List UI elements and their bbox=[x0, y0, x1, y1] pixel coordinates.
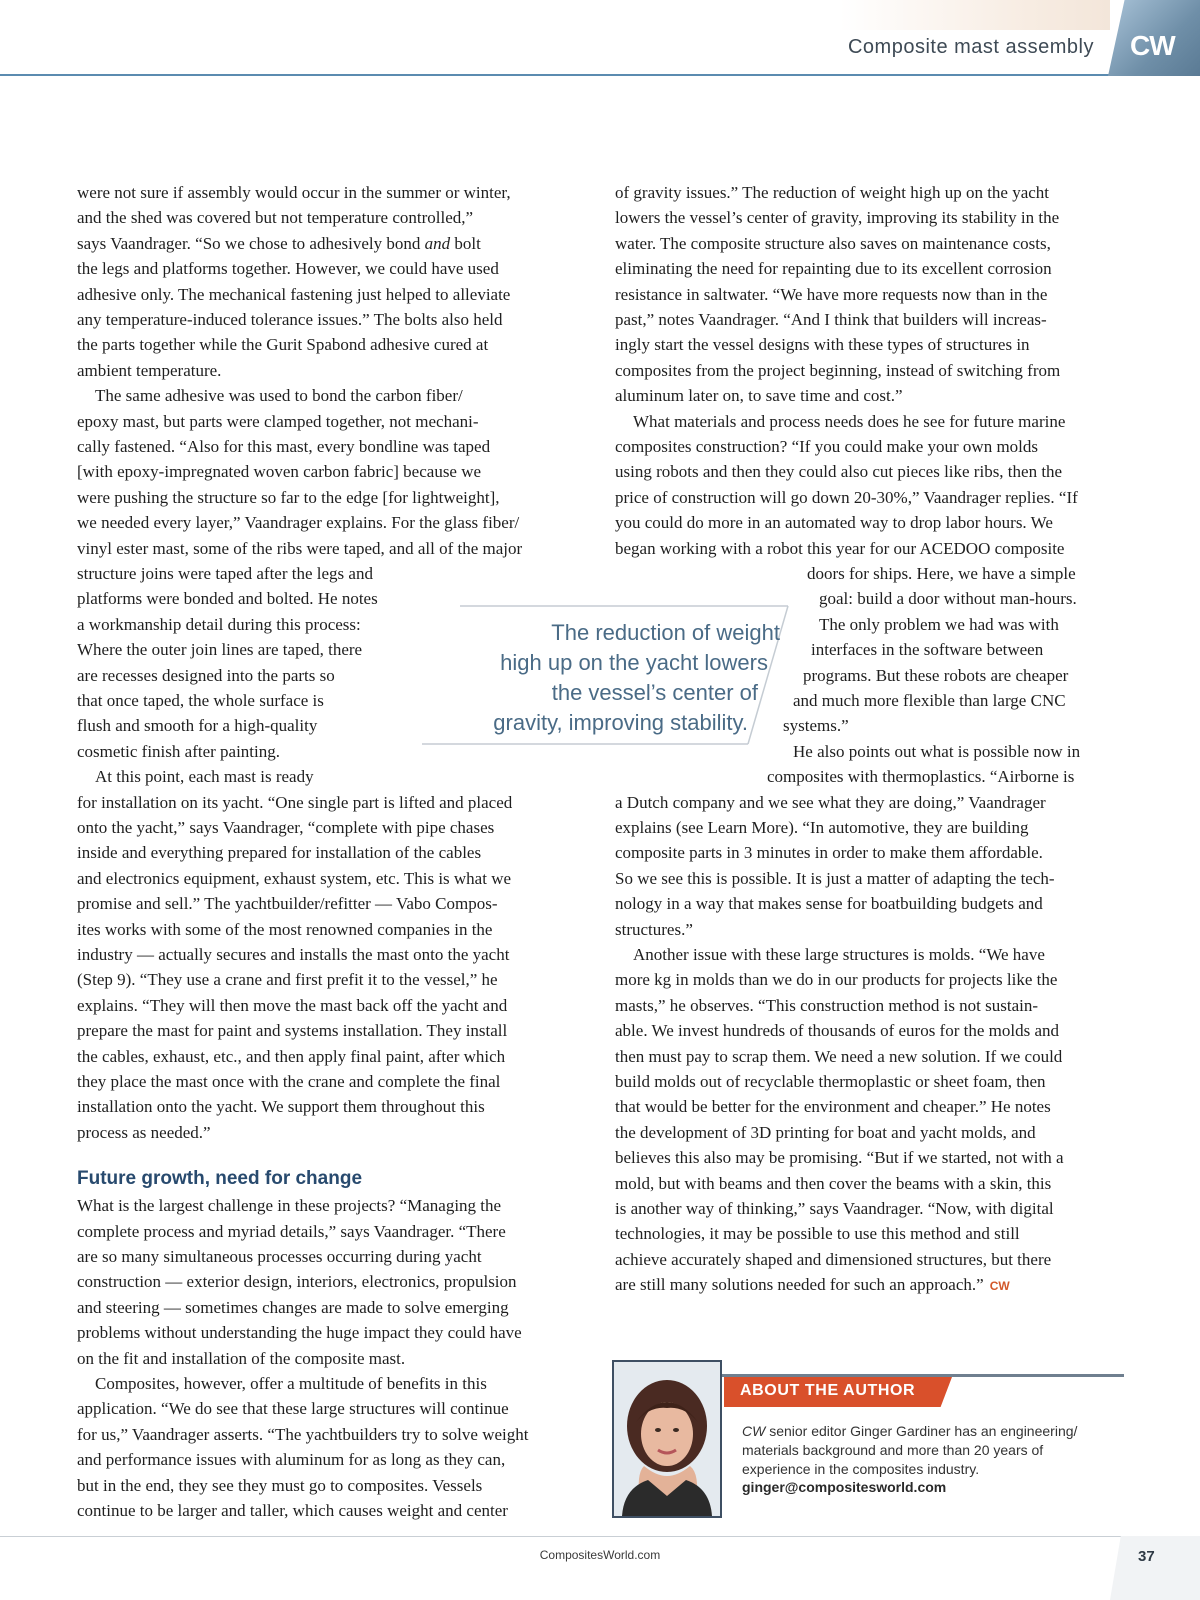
text-line: industry — actually secures and installs the mast onto the yacht bbox=[77, 945, 510, 964]
text-line: programs. But these robots are cheaper bbox=[803, 665, 1069, 685]
text-line: What materials and process needs does he see for future marine bbox=[633, 411, 1066, 431]
text-line: vinyl ester mast, some of the ribs were taped, and all of the major bbox=[77, 538, 523, 558]
pull-quote-line: The reduction of weight bbox=[551, 620, 780, 645]
text-line: began working with a robot this year for our ACEDOO composite bbox=[615, 538, 1065, 558]
text-line: interfaces in the software between bbox=[811, 640, 1044, 660]
text-line: cosmetic finish after painting. bbox=[77, 741, 280, 761]
text-line: for installation on its yacht. “One single part is lifted and placed bbox=[77, 792, 513, 812]
cw-logo: CW bbox=[1130, 30, 1175, 61]
text-line: prepare the mast for paint and systems installation. They install bbox=[77, 1021, 508, 1041]
text-line: we needed every layer,” Vaandrager explains. For the glass fiber/ bbox=[77, 513, 520, 533]
text-line: a Dutch company and we see what they are doing,” Vaandrager bbox=[615, 792, 1046, 812]
text-line: and electronics equipment, exhaust system, etc. This is what we bbox=[77, 868, 512, 888]
text-line: and much more flexible than large CNC bbox=[793, 691, 1066, 710]
text-line: and performance issues with aluminum for as long as they can, bbox=[77, 1450, 506, 1470]
text-line: that would be better for the environment and cheaper.” He notes bbox=[615, 1097, 1051, 1117]
text-line: [with epoxy-impregnated woven carbon fabric] because we bbox=[77, 462, 482, 482]
text-line: The only problem we had was with bbox=[819, 614, 1059, 634]
text-line: composites with thermoplastics. “Airborne is bbox=[767, 767, 1075, 787]
text-line: ingly start the vessel designs with these types of structures in bbox=[615, 335, 1030, 355]
text-line: onto the yacht,” says Vaandrager, “complete with pipe chases bbox=[77, 818, 495, 837]
text-line: At this point, each mast is ready bbox=[95, 767, 314, 787]
text-line: ites works with some of the most renowned companies in the bbox=[77, 919, 493, 939]
about-the-author bbox=[612, 1360, 1124, 1520]
text-line: and steering — sometimes changes are made to solve emerging bbox=[77, 1297, 509, 1317]
cw-end-mark-icon: CW bbox=[989, 1279, 1010, 1294]
text-line bbox=[77, 231, 481, 256]
text-line: are so many simultaneous processes occurring during yacht bbox=[77, 1247, 482, 1266]
text-run: are still many solutions needed for such an approach.” bbox=[615, 1275, 984, 1295]
section-title: Composite mast assembly bbox=[847, 36, 1094, 58]
text-line: you could do more in an automated way to drop labor hours. We bbox=[615, 513, 1053, 533]
text-line bbox=[615, 1272, 1010, 1299]
text-line: the development of 3D printing for boat and yacht molds, and bbox=[615, 1122, 1036, 1142]
text-line: explains (see Learn More). “In automotive, they are building bbox=[615, 818, 1029, 837]
text-line: resistance in saltwater. “We have more requests now than in the bbox=[615, 284, 1048, 304]
page-number-tab bbox=[1110, 1536, 1200, 1600]
pull-quote-line: the vessel’s center of bbox=[551, 680, 758, 705]
author-bio-magazine: CW bbox=[742, 1423, 766, 1439]
text-line: achieve accurately shaped and dimensioned structures, but there bbox=[615, 1249, 1052, 1269]
text-line: ambient temperature. bbox=[77, 360, 222, 380]
text-line: eliminating the need for repainting due to its excellent corrosion bbox=[615, 259, 1052, 279]
author-photo bbox=[612, 1360, 722, 1518]
pull-quote-line: gravity, improving stability. bbox=[493, 710, 748, 735]
text-line: a workmanship detail during this process: bbox=[77, 614, 361, 634]
author-portrait-image bbox=[614, 1362, 720, 1516]
text-line: systems.” bbox=[783, 716, 849, 736]
page-number: 37 bbox=[1138, 1548, 1155, 1565]
text-line: masts,” he observes. “This construction method is not sustain- bbox=[615, 995, 1039, 1015]
text-line: What is the largest challenge in these projects? “Managing the bbox=[77, 1196, 502, 1216]
text-run: says Vaandrager. “So we chose to adhesively bond bbox=[77, 233, 425, 253]
text-line: (Step 9). “They use a crane and first prefit it to the vessel,” he bbox=[77, 970, 498, 990]
text-line: adhesive only. The mechanical fastening just helped to alleviate bbox=[77, 284, 511, 304]
text-line: platforms were bonded and bolted. He notes bbox=[77, 589, 378, 609]
text-line: doors for ships. Here, we have a simple bbox=[807, 564, 1076, 583]
text-line: more kg in molds than we do in our products for projects like the bbox=[615, 970, 1058, 990]
text-line: application. “We do see that these large structures will continue bbox=[77, 1399, 509, 1419]
author-email-link[interactable]: ginger@compositesworld.com bbox=[742, 1479, 947, 1495]
text-line: technologies, it may be possible to use this method and still bbox=[615, 1224, 1020, 1244]
text-line: Another issue with these large structures is molds. “We have bbox=[633, 945, 1045, 964]
text-line: using robots and then they could also cut pieces like ribs, then the bbox=[615, 462, 1063, 482]
text-line: of gravity issues.” The reduction of weight high up on the yacht bbox=[615, 183, 1050, 202]
author-bio bbox=[742, 1422, 1112, 1479]
footer-rule bbox=[0, 1536, 1200, 1537]
text-line: structure joins were taped after the legs and bbox=[77, 564, 373, 583]
text-line: problems without understanding the huge impact they could have bbox=[77, 1323, 522, 1343]
text-line: He also points out what is possible now in bbox=[793, 741, 1081, 761]
text-line: is another way of thinking,” says Vaandrager. “Now, with digital bbox=[615, 1199, 1054, 1218]
text-line: epoxy mast, but parts were clamped together, not mechani- bbox=[77, 411, 479, 431]
text-line: Composites, however, offer a multitude of benefits in this bbox=[95, 1374, 487, 1393]
text-line: build molds out of recyclable thermoplastic or sheet foam, then bbox=[615, 1072, 1046, 1091]
pull-quote-text bbox=[430, 618, 780, 738]
text-line: water. The composite structure also saves on maintenance costs, bbox=[615, 233, 1051, 253]
text-line: Where the outer join lines are taped, there bbox=[77, 640, 363, 660]
text-line: the parts together while the Gurit Spabond adhesive cured at bbox=[77, 335, 489, 355]
text-line: any temperature-induced tolerance issues.” The bolts also held bbox=[77, 310, 503, 329]
text-line: nology in a way that makes sense for boatbuilding budgets and bbox=[615, 894, 1043, 914]
text-line: are recesses designed into the parts so bbox=[77, 665, 335, 685]
text-line: for us,” Vaandrager asserts. “The yachtbuilders try to solve weight bbox=[77, 1424, 529, 1444]
text-line: goal: build a door without man-hours. bbox=[819, 589, 1077, 609]
text-line: the cables, exhaust, etc., and then apply final paint, after which bbox=[77, 1046, 506, 1066]
subheading: Future growth, need for change bbox=[77, 1168, 363, 1190]
text-line: promise and sell.” The yachtbuilder/refitter — Vabo Compos- bbox=[77, 894, 498, 914]
text-line: process as needed.” bbox=[77, 1122, 211, 1142]
text-line: complete process and myriad details,” says Vaandrager. “There bbox=[77, 1221, 506, 1241]
text-line: The same adhesive was used to bond the carbon fiber/ bbox=[95, 386, 463, 406]
text-line: construction — exterior design, interiors, electronics, propulsion bbox=[77, 1272, 517, 1292]
text-line: continue to be larger and taller, which causes weight and center bbox=[77, 1501, 508, 1520]
text-line: inside and everything prepared for installation of the cables bbox=[77, 843, 482, 863]
author-rule bbox=[722, 1374, 1124, 1377]
text-line: but in the end, they see they must go to composites. Vessels bbox=[77, 1475, 483, 1495]
header-decoration bbox=[840, 0, 1110, 30]
text-run: bolt bbox=[450, 233, 481, 253]
text-line: on the fit and installation of the composite mast. bbox=[77, 1348, 406, 1368]
author-bio-text: senior editor Ginger Gardiner has an engineering/ materials background and more than 20 years of experience in the composites industry. bbox=[742, 1423, 1078, 1477]
page-header bbox=[0, 0, 1200, 76]
text-line: mold, but with beams and then cover the beams with a skin, this bbox=[615, 1173, 1052, 1193]
text-line: flush and smooth for a high-quality bbox=[77, 716, 318, 736]
pull-quote bbox=[420, 604, 790, 746]
text-line: lowers the vessel’s center of gravity, improving its stability in the bbox=[615, 208, 1060, 228]
text-line: able. We invest hundreds of thousands of euros for the molds and bbox=[615, 1021, 1060, 1041]
pull-quote-line: high up on the yacht lowers bbox=[500, 650, 768, 675]
text-line: past,” notes Vaandrager. “And I think that builders will increas- bbox=[615, 310, 1047, 329]
footer-website-link[interactable]: CompositesWorld.com bbox=[539, 1548, 661, 1562]
text-line: installation onto the yacht. We support them throughout this bbox=[77, 1097, 485, 1117]
text-line: believes this also may be promising. “But if we started, not with a bbox=[615, 1148, 1064, 1168]
author-heading: ABOUT THE AUTHOR bbox=[740, 1382, 916, 1399]
text-line: were not sure if assembly would occur in the summer or winter, bbox=[77, 183, 511, 202]
emphasis-run: and bbox=[424, 233, 451, 253]
text-line: were pushing the structure so far to the edge [for lightweight], bbox=[77, 487, 500, 507]
text-line: composite parts in 3 minutes in order to make them affordable. bbox=[615, 843, 1043, 863]
text-line: then must pay to scrap them. We need a new solution. If we could bbox=[615, 1046, 1063, 1066]
text-line: price of construction will go down 20-30%,” Vaandrager replies. “If bbox=[615, 487, 1078, 507]
text-line: explains. “They will then move the mast back off the yacht and bbox=[77, 995, 508, 1015]
text-line: composites construction? “If you could make your own molds bbox=[615, 437, 1039, 456]
header-rule bbox=[0, 74, 1110, 76]
text-line: they place the mast once with the crane and complete the final bbox=[77, 1072, 501, 1091]
text-line: composites from the project beginning, instead of switching from bbox=[615, 360, 1061, 380]
text-line: cally fastened. “Also for this mast, every bondline was taped bbox=[77, 437, 491, 456]
text-line: aluminum later on, to save time and cost.” bbox=[615, 386, 903, 406]
text-line: that once taped, the whole surface is bbox=[77, 691, 324, 710]
text-line: and the shed was covered but not temperature controlled,” bbox=[77, 208, 474, 228]
text-line: structures.” bbox=[615, 919, 693, 939]
text-line: the legs and platforms together. However, we could have used bbox=[77, 259, 499, 279]
text-line: So we see this is possible. It is just a matter of adapting the tech- bbox=[615, 868, 1055, 888]
